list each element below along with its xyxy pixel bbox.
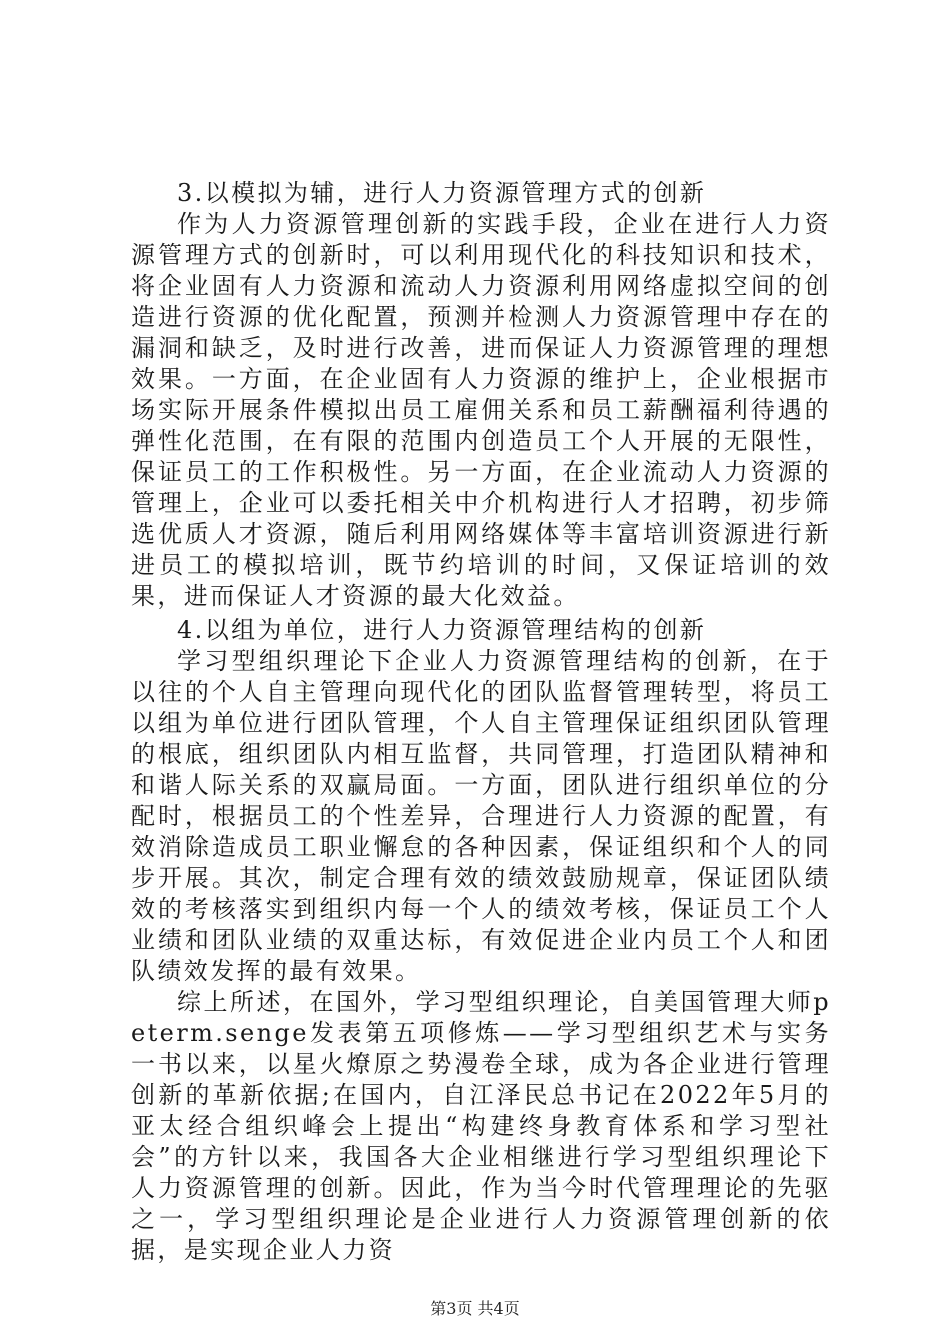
section-3 bbox=[131, 178, 831, 612]
conclusion-paragraph: 综上所述，在国外，学习型组织理论，自美国管理大师peterm.senge发表第五项修炼——学习型组织艺术与实务一书以来，以星火燎原之势漫卷全球，成为各企业进行管理创新的革新依据;在国内，自江泽民总书记在2022年5月的亚太经合组织峰会上提出“构建终身教育体系和学习型社会”的方针以来，我国各大企业相继进行学习型组织理论下人力资源管理的创新。因此，作为当今时代管理理论的先驱之一，学习型组织理论是企业进行人力资源管理创新的依据，是实现企业人力资 bbox=[131, 988, 831, 1264]
section-3-heading: 3.以模拟为辅，进行人力资源管理方式的创新 bbox=[177, 179, 707, 207]
section-4-paragraph: 学习型组织理论下企业人力资源管理结构的创新，在于以往的个人自主管理向现代化的团队监督管理转型，将员工以组为单位进行团队管理，个人自主管理保证组织团队管理的根底，组织团队内相互监督，共同管理，打造团队精神和和谐人际关系的双赢局面。一方面，团队进行组织单位的分配时，根据员工的个性差异，合理进行人力资源的配置，有效消除造成员工职业懈怠的各种因素，保证组织和个人的同步开展。其次，制定合理有效的绩效鼓励规章，保证团队绩效的考核落实到组织内每一个人的绩效考核，保证员工个人业绩和团队业绩的双重达标，有效促进企业内员工个人和团队绩效发挥的最有效果。 bbox=[131, 647, 831, 985]
section-4-heading: 4.以组为单位，进行人力资源管理结构的创新 bbox=[177, 616, 707, 644]
page-footer: 第3页 共4页 bbox=[430, 1299, 520, 1318]
section-3-paragraph: 作为人力资源管理创新的实践手段，企业在进行人力资源管理方式的创新时，可以利用现代化的科技知识和技术，将企业固有人力资源和流动人力资源利用网络虚拟空间的创造进行资源的优化配置，预测并检测人力资源管理中存在的漏洞和缺乏，及时进行改善，进而保证人力资源管理的理想效果。一方面，在企业固有人力资源的维护上，企业根据市场实际开展条件模拟出员工雇佣关系和员工薪酬福利待遇的弹性化范围，在有限的范围内创造员工个人开展的无限性，保证员工的工作积极性。另一方面，在企业流动人力资源的管理上，企业可以委托相关中介机构进行人才招聘，初步筛选优质人才资源，随后利用网络媒体等丰富培训资源进行新进员工的模拟培训，既节约培训的时间，又保证培训的效果，进而保证人才资源的最大化效益。 bbox=[131, 210, 831, 610]
section-4 bbox=[131, 615, 831, 1266]
